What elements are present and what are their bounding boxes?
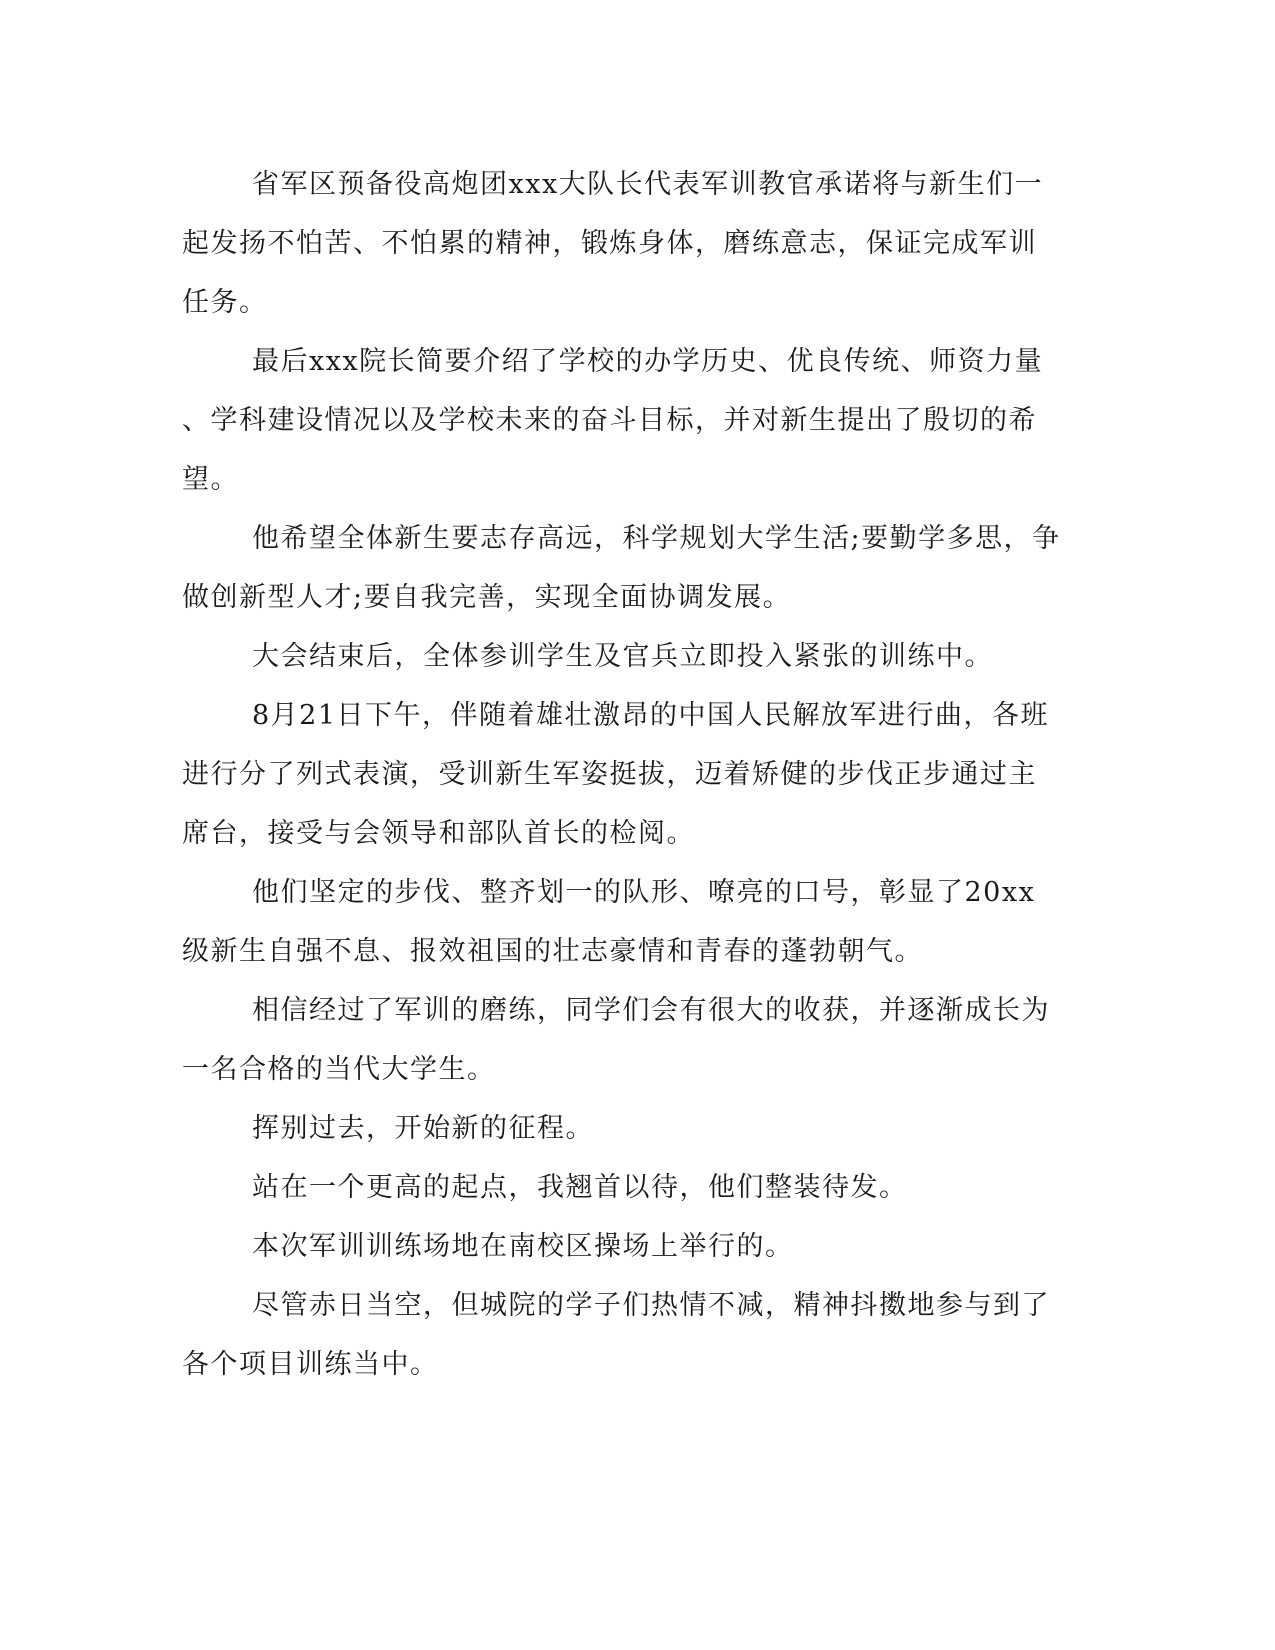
paragraph [182, 155, 1044, 332]
text-line: 席台，接受与会领导和部队首长的检阅。 [182, 818, 695, 849]
paragraph [182, 863, 1036, 981]
text-line: 望。 [182, 464, 239, 495]
text-line: 大会结束后，全体参训学生及官兵立即投入紧张的训练中。 [252, 641, 993, 672]
paragraph [182, 1099, 1032, 1158]
paragraph [182, 1276, 1050, 1394]
text-line: 8月21日下午，伴随着雄壮激昂的中国人民解放军进行曲，各班 [252, 700, 1050, 731]
text-line: 相信经过了军训的磨练，同学们会有很大的收获，并逐渐成长为 [252, 995, 1050, 1026]
text-line: 、学科建设情况以及学校未来的奋斗目标，并对新生提出了殷切的希 [182, 405, 1037, 436]
text-line: 他们坚定的步伐、整齐划一的队形、嘹亮的口号，彰显了20xx [252, 877, 1036, 908]
paragraph [182, 1217, 1032, 1276]
text-line: 做创新型人才;要自我完善，实现全面协调发展。 [182, 582, 792, 613]
text-line: 级新生自强不息、报效祖国的壮志豪情和青春的蓬勃朝气。 [182, 936, 923, 967]
text-line: 各个项目训练当中。 [182, 1349, 439, 1380]
text-line: 省军区预备役高炮团xxx大队长代表军训教官承诺将与新生们一 [252, 169, 1044, 200]
text-line: 本次军训训练场地在南校区操场上举行的。 [252, 1231, 794, 1262]
paragraph [182, 627, 1032, 686]
text-line: 站在一个更高的起点，我翘首以待，他们整装待发。 [252, 1172, 908, 1203]
text-line: 任务。 [182, 287, 268, 318]
text-line: 尽管赤日当空，但城院的学子们热情不减，精神抖擞地参与到了 [252, 1290, 1050, 1321]
paragraph [182, 981, 1050, 1099]
text-line: 最后xxx院长简要介绍了学校的办学历史、优良传统、师资力量 [252, 346, 1044, 377]
paragraph [182, 1158, 1032, 1217]
text-line: 一名合格的当代大学生。 [182, 1054, 496, 1085]
document-body [182, 155, 1061, 1394]
text-line: 进行分了列式表演，受训新生军姿挺拔，迈着矫健的步伐正步通过主 [182, 759, 1037, 790]
text-line: 挥别过去，开始新的征程。 [252, 1113, 594, 1144]
paragraph [182, 686, 1050, 863]
text-line: 他希望全体新生要志存高远，科学规划大学生活;要勤学多思，争 [252, 523, 1061, 554]
paragraph [182, 332, 1044, 509]
paragraph [182, 509, 1061, 627]
text-line: 起发扬不怕苦、不怕累的精神，锻炼身体，磨练意志，保证完成军训 [182, 228, 1037, 259]
